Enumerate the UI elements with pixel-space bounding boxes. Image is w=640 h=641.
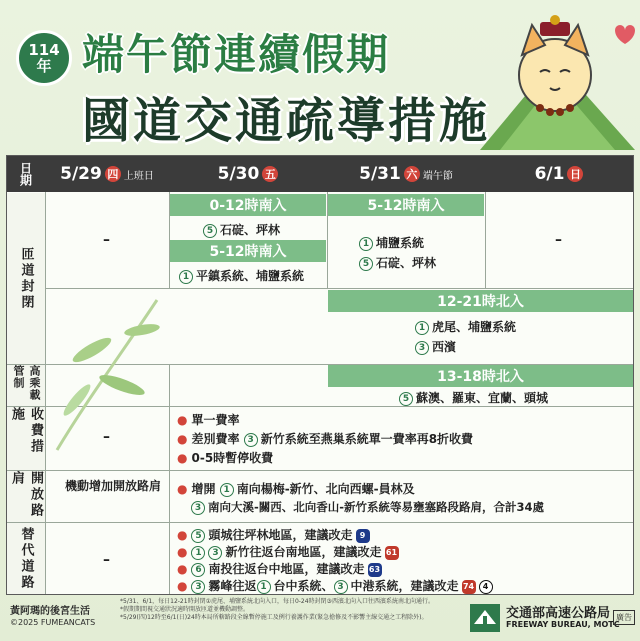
shoulder-l1: ● 增開 1 南向楊梅-新竹、北向西螺-員林及: [177, 482, 415, 496]
ramp-530-b-time: 5-12時南入: [170, 240, 326, 262]
freeway-3-icon: 3: [334, 580, 348, 594]
freeway-5-icon: 5: [359, 257, 373, 271]
hov-text: [399, 389, 548, 406]
alt-r2: ● 1 3 新竹往返台南地區，建議改走 61: [177, 545, 398, 559]
route-shield-icon: 63: [368, 563, 382, 577]
freeway-1-icon: 1: [220, 483, 234, 497]
year-badge: [16, 30, 72, 86]
ramp-531-time: 5-12時南入: [328, 194, 484, 216]
freeway-1-icon: 1: [179, 270, 193, 284]
ad-tag: 廣告: [613, 610, 635, 625]
toll-l1: ● 單一費率: [177, 413, 240, 427]
route-shield-icon: 4: [479, 580, 493, 594]
freeway-6-icon: 6: [191, 563, 205, 577]
toll-l2-b: 新竹系統至燕巢系統單一費率再8折收費: [260, 432, 474, 446]
divider: [485, 192, 486, 288]
divider: [169, 364, 170, 594]
row-label-hov: 高乘載管制: [7, 365, 45, 406]
alt-r4-b: 台中系統、: [273, 579, 334, 593]
footnote-3: *5/29(四)12時至6/1(日)24時本局所轄路段全線暫停施工及例行養護作業(緊急搶修及不影響主線交通之工程除外)。: [120, 614, 428, 621]
ramp-night-time: 12-21時北入: [328, 290, 633, 312]
hov-time: 13-18時北入: [328, 365, 633, 387]
cat-zongzi-illustration: [470, 0, 640, 155]
ramp-night-l1: [415, 318, 516, 335]
alt-r3: ● 6 南投往返台中地區，建議改走 63: [177, 562, 381, 576]
day-531: 六: [404, 166, 420, 182]
route-shield-icon: 61: [385, 546, 399, 560]
footnote-2: *假期期間視交通狀況適時開放匝道並機動調整。: [120, 606, 250, 613]
divider: [7, 288, 633, 289]
shoulder-l2: [191, 499, 544, 515]
route-shield-icon: 74: [462, 580, 476, 594]
shoulder-l1-a: 增開: [191, 482, 216, 496]
freeway-3-icon: 3: [208, 546, 222, 560]
hov-label: 蘇澳、羅東、宜蘭、頭城: [416, 391, 549, 405]
bureau-english: FREEWAY BUREAU, MOTC: [506, 620, 620, 629]
title-line2: 國道交通疏導措施: [82, 93, 491, 149]
freeway-5-icon: 5: [399, 392, 413, 406]
bureau-block: [470, 602, 635, 636]
date-header-label: 日期: [18, 162, 33, 186]
alt-r1: ● 5 頭城往坪林地區，建議改走 9: [177, 526, 370, 543]
day-530: 五: [262, 166, 278, 182]
alt-r4: ● 3 霧峰往返 1 台中系統、 3 中港系統，建議改走 74 4: [177, 577, 493, 594]
col-530: [169, 156, 327, 192]
ramp-530-a-text: [203, 221, 280, 238]
shoulder-l1-b: 南向楊梅-新竹、北向西螺-員林及: [236, 482, 415, 496]
col-61: [485, 156, 633, 192]
ramp-531-l1-label: 埔鹽系統: [376, 236, 425, 250]
ramp-529: –: [103, 232, 110, 248]
day-529: 四: [105, 166, 121, 182]
note-529: 上班日: [123, 170, 154, 182]
brand-copyright: ©2025 FUMEANCATS: [10, 618, 96, 627]
row-label-toll: 收費措施: [7, 407, 45, 470]
day-61: 日: [567, 166, 583, 182]
alt-r1-label: 頭城往坪林地區，建議改走: [208, 528, 353, 542]
date-61: 6/1: [534, 164, 565, 184]
ramp-530-b-text: [179, 267, 304, 284]
route-shield-icon: 9: [356, 529, 370, 543]
ramp-531-l2: [359, 254, 436, 271]
ramp-61: –: [555, 232, 562, 248]
freeway-3-icon: 3: [415, 341, 429, 355]
row-label-shoulder: 開放路肩: [7, 471, 45, 522]
date-531: 5/31: [359, 164, 401, 184]
ramp-530-a-label: 石碇、坪林: [220, 223, 281, 237]
freeway-3-icon: 3: [191, 580, 205, 594]
date-header-row: [7, 156, 633, 192]
footnote-1: *5/31、6/1，每日12-21時封閉①虎尾、埔鹽系統北向入口，每日0-24時封閉③西濱北向入口往西濱系統南北向通行。: [120, 598, 434, 605]
alt-r3-label: 南投往返台中地區，建議改走: [208, 562, 365, 576]
divider: [45, 192, 46, 594]
ramp-night-l2-label: 西濱: [432, 340, 457, 354]
freeway-bureau-logo-icon: [470, 604, 500, 632]
ramp-531-l1: [359, 234, 424, 251]
footer: [0, 598, 640, 641]
ramp-night-l1-label: 虎尾、埔鹽系統: [432, 320, 517, 334]
col-529: [45, 156, 169, 192]
row-label-alt: 替代道路: [7, 523, 45, 594]
note-531: 端午節: [422, 170, 453, 182]
shoulder-l2-b: 南向大溪-關西、北向香山-新竹系統等易壅塞路段路肩，合計34處: [208, 500, 545, 514]
freeway-3-icon: 3: [244, 433, 258, 447]
ramp-night-l2: [415, 338, 456, 355]
title-line1: 端午節連續假期: [82, 30, 391, 79]
freeway-5-icon: 5: [191, 529, 205, 543]
alt-529: –: [103, 552, 110, 568]
schedule-table: [0, 155, 640, 595]
divider: [7, 470, 633, 471]
badge-unit: 年: [36, 57, 52, 75]
freeway-1-icon: 1: [359, 237, 373, 251]
header: [0, 0, 640, 155]
freeway-1-icon: 1: [191, 546, 205, 560]
divider: [7, 522, 633, 523]
alt-r4-c: 中港系統，建議改走: [350, 579, 459, 593]
shoulder-529: 機動增加開放路肩: [64, 479, 161, 493]
ramp-531-l2-label: 石碇、坪林: [376, 256, 437, 270]
toll-529: –: [103, 429, 110, 445]
alt-r2-label: 新竹往返台南地區，建議改走: [225, 545, 382, 559]
toll-l3-label: 0-5時暫停收費: [191, 451, 274, 465]
ramp-530-b-label: 平鎮系統、埔鹽系統: [196, 269, 305, 283]
alt-r4-a: 霧峰往返: [208, 579, 257, 593]
bureau-name: 交通部高速公路局: [506, 606, 611, 621]
ramp-530-a-time: 0-12時南入: [170, 194, 326, 216]
col-531: [327, 156, 485, 192]
freeway-1-icon: 1: [257, 580, 271, 594]
row-label-ramp: 匝道封閉: [7, 193, 45, 364]
freeway-3-icon: 3: [191, 501, 205, 515]
badge-year: 114: [28, 41, 60, 59]
toll-l2: ● 差別費率 3 新竹系統至燕巢系統單一費率再8折收費: [177, 432, 474, 446]
footnotes: [120, 598, 465, 622]
date-529: 5/29: [60, 164, 102, 184]
freeway-5-icon: 5: [203, 224, 217, 238]
toll-l1-label: 單一費率: [191, 413, 240, 427]
table-frame: [6, 155, 634, 595]
date-530: 5/30: [217, 164, 260, 184]
brand-name: 黃阿瑪的後宮生活: [10, 606, 90, 617]
freeway-1-icon: 1: [415, 321, 429, 335]
toll-l2-a: 差別費率: [191, 432, 240, 446]
toll-l3: ● 0-5時暫停收費: [177, 451, 274, 465]
